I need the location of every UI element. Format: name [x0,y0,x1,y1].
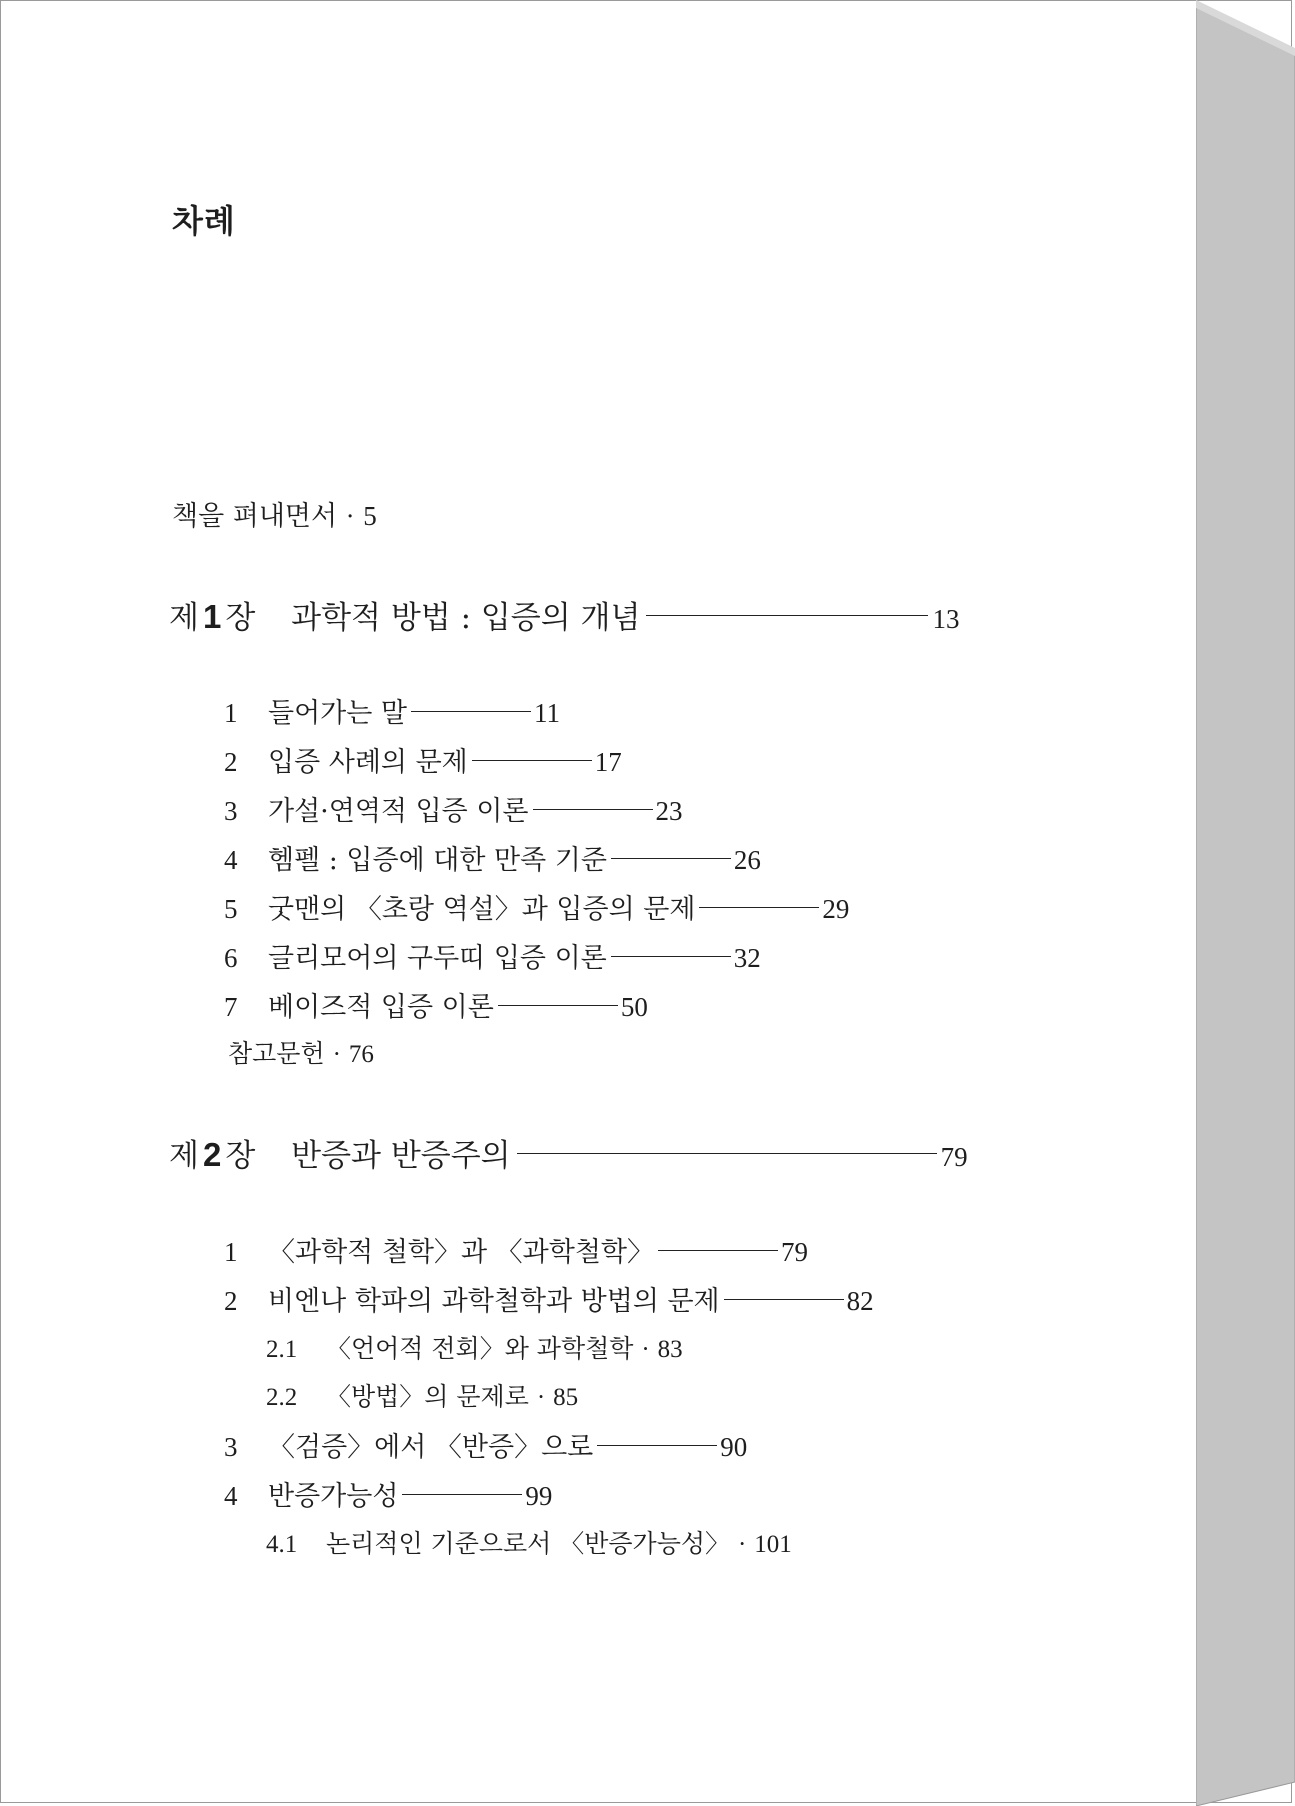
preface-page: 5 [363,501,377,531]
leader-line [533,809,653,810]
item-index: 1 [224,698,238,728]
chapter-2-title[interactable] [169,1138,968,1172]
leader-line [611,858,731,859]
item-index: 4 [224,1481,238,1511]
item-label: 들어가는 말 [268,698,407,729]
item-label: 입증 사례의 문제 [268,747,468,778]
item-index: 2 [224,1286,238,1316]
item-index: 7 [224,992,238,1022]
leader-line [646,615,928,616]
item-index: 6 [224,943,238,973]
item-index: 2 [224,747,238,777]
leader-line [611,956,731,957]
toc-item-1-3[interactable] [224,798,683,825]
leader-line [597,1445,717,1446]
leader-line [658,1250,778,1251]
item-page: 101 [754,1531,792,1558]
chapter-number: 1 [202,598,222,635]
item-label: 〈과학적 철학〉과 〈과학철학〉 [268,1237,654,1268]
item-index: 2.1 [266,1336,298,1363]
item-page: 17 [594,747,622,777]
references-page: 76 [348,1041,374,1068]
book-edge-3d [1196,0,1295,1806]
chapter-title-text: 과학적 방법 : 입증의 개념 [291,600,641,636]
toc-heading: 차례 [172,202,236,240]
item-sep: · [641,1336,650,1363]
toc-item-1-1[interactable] [224,700,560,727]
item-sep: · [536,1384,546,1411]
item-index: 1 [224,1237,238,1267]
item-index: 5 [224,894,238,924]
item-page: 11 [534,698,560,728]
toc-item-1-7[interactable] [224,994,648,1021]
item-label: 반증가능성 [268,1481,399,1512]
item-index: 2.2 [266,1384,298,1411]
toc-item-2-2-2[interactable] [266,1384,578,1410]
toc-item-2-2-1[interactable] [266,1336,683,1362]
references-sep: · [332,1041,341,1068]
item-page: 50 [620,992,648,1022]
toc-item-1-4[interactable] [224,847,761,874]
toc-item-2-3[interactable] [224,1434,747,1461]
item-page: 79 [781,1237,808,1267]
item-label: 〈언어적 전회〉와 과학철학 [326,1334,634,1363]
leader-line [699,907,819,908]
toc-references[interactable] [228,1041,374,1067]
item-label: 〈방법〉의 문제로 [326,1382,529,1411]
item-sep: · [737,1531,747,1558]
chapter-page: 79 [940,1142,968,1172]
item-label: 비엔나 학파의 과학철학과 방법의 문제 [268,1286,720,1317]
chapter-prefix: 제 [169,600,199,636]
item-page: 23 [655,796,683,826]
chapter-prefix: 제 [169,1138,199,1174]
toc-item-2-1[interactable] [224,1239,808,1266]
toc-preface[interactable] [172,503,377,530]
item-page: 82 [846,1286,874,1316]
leader-line [472,760,592,761]
item-label: 굿맨의 〈초랑 역설〉과 입증의 문제 [268,894,696,925]
toc-item-1-6[interactable] [224,945,761,972]
chapter-suffix: 장 [225,600,256,636]
preface-label: 책을 펴내면서 [172,501,338,532]
toc-item-2-2[interactable] [224,1288,874,1315]
item-page: 29 [822,894,850,924]
item-label: 베이즈적 입증 이론 [268,992,494,1023]
item-page: 99 [525,1481,553,1511]
toc-item-1-2[interactable] [224,749,622,776]
chapter-number: 2 [202,1136,222,1173]
item-index: 4 [224,845,238,875]
leader-line [724,1299,844,1300]
chapter-suffix: 장 [225,1138,256,1174]
item-index: 4.1 [266,1531,298,1558]
item-label: 헴펠 : 입증에 대한 만족 기준 [268,845,607,876]
item-label: 가설·연역적 입증 이론 [268,796,529,827]
item-index: 3 [224,1432,238,1462]
leader-line [411,711,531,712]
item-page: 26 [733,845,761,875]
item-index: 3 [224,796,238,826]
item-page: 32 [733,943,761,973]
item-label: 〈검증〉에서 〈반증〉으로 [268,1432,594,1463]
item-label: 글리모어의 구두띠 입증 이론 [268,943,607,974]
toc-item-2-4[interactable] [224,1483,552,1510]
chapter-page: 13 [932,604,960,634]
chapter-1-title[interactable] [169,600,959,634]
toc-item-2-4-1[interactable] [266,1531,792,1557]
item-page: 83 [657,1336,683,1363]
item-label: 논리적인 기준으로서 〈반증가능성〉 [326,1529,730,1558]
item-page: 90 [720,1432,748,1462]
leader-line [517,1153,937,1154]
chapter-title-text: 반증과 반증주의 [291,1138,511,1174]
references-label: 참고문헌 [228,1039,325,1068]
leader-line [402,1494,522,1495]
leader-line [498,1005,618,1006]
preface-sep: · [345,501,355,531]
item-page: 85 [553,1384,579,1411]
toc-item-1-5[interactable] [224,896,849,923]
